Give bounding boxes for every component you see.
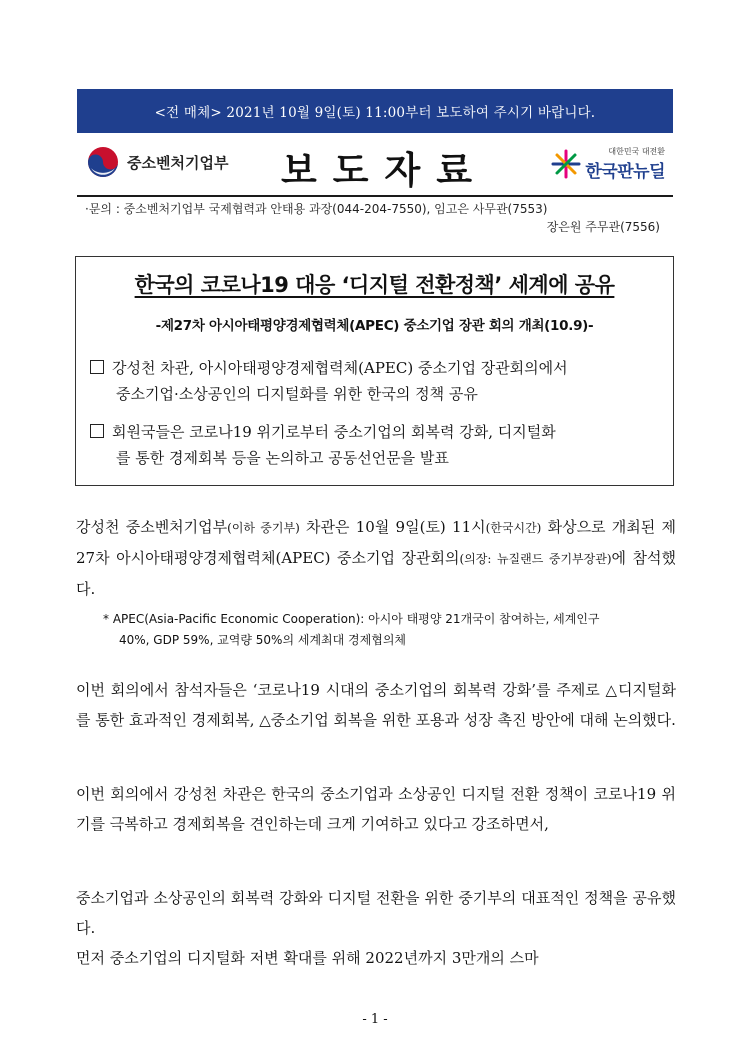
text-span: 차관은 10월 9일(토) 11시 — [299, 518, 486, 536]
text-span: 화상으로 개최된 제27차 아시아태평양경제협력체(APEC) 중소기업 장관회의 — [76, 518, 676, 567]
summary-bullet — [90, 355, 660, 407]
text-span: (이하 중기부) — [227, 521, 300, 535]
summary-box — [75, 256, 674, 486]
text-span: (의장: 뉴질랜드 중기부장관) — [459, 552, 612, 566]
body-paragraph: 이번 회의에서 강성천 차관은 한국의 중소기업과 소상공인 디지털 전환 정책이 코로나19 위기를 극복하고 경제회복을 견인하는데 크게 기여하고 있다고 강조하면서, — [76, 785, 676, 833]
bullet-line: 를 통한 경제회복 등을 논의하고 공동선언문을 발표 — [116, 449, 449, 467]
page-number: - 1 - — [362, 1012, 388, 1027]
checkbox-bullet-icon — [90, 424, 104, 438]
body-paragraph — [76, 883, 676, 973]
text-span: (한국시간) — [485, 521, 542, 535]
bullet-line: 강성천 차관, 아시아태평양경제협력체(APEC) 중소기업 장관회의에서 — [112, 359, 568, 377]
taegeuk-icon — [87, 146, 119, 178]
footnote-line: 40%, GDP 59%, 교역량 50%의 세계최대 경제협의체 — [119, 633, 407, 647]
ministry-logo — [87, 146, 228, 178]
newdeal-subtitle: 대한민국 대전환 — [608, 147, 665, 156]
newdeal-logo — [551, 146, 665, 182]
body-paragraph: 이번 회의에서 참석자들은 ‘코로나19 시대의 중소기업의 회복력 강화’를 주제로 △디지털화를 통한 효과적인 경제회복, △중소기업 회복을 위한 포용과 성장 촉진 방안에 대해 논의했다. — [76, 681, 676, 729]
newdeal-icon — [551, 149, 581, 179]
contact-info — [85, 200, 660, 236]
checkbox-bullet-icon — [90, 360, 104, 374]
headline: 한국의 코로나19 대응 ‘디지털 전환정책’ 세계에 공유 — [134, 273, 615, 297]
bullet-line: 회원국들은 코로나19 위기로부터 중소기업의 회복력 강화, 디지털화 — [112, 423, 556, 441]
summary-bullet — [90, 419, 660, 471]
text-span: 에 참석했다. — [76, 549, 677, 598]
ministry-name: 중소벤처기업부 — [127, 153, 229, 172]
document-type-title: 보도자료 — [281, 148, 488, 192]
footnote-line: * APEC(Asia-Pacific Economic Cooperation): 아시아 태평양 21개국이 참여하는, 세계인구 — [103, 612, 600, 626]
subheadline: -제27차 아시아태평양경제협력체(APEC) 중소기업 장관 회의 개최(10.9)- — [155, 318, 594, 334]
body-paragraph — [76, 512, 676, 604]
text-span: 강성천 중소벤처기업부 — [76, 518, 228, 536]
text-span: 먼저 중소기업의 디지털화 저변 확대를 위해 2022년까지 3만개의 스마 — [76, 949, 539, 967]
press-header — [77, 138, 673, 194]
embargo-banner: <전 매체> 2021년 10월 9일(토) 11:00부터 보도하여 주시기 바랍니다. — [77, 89, 673, 133]
text-span: 중소기업과 소상공인의 회복력 강화와 디지털 전환을 위한 중기부의 대표적인 정책을 공유했다. — [76, 889, 676, 937]
newdeal-title: 한국판뉴딜 — [585, 162, 665, 182]
bullet-line: 중소기업·소상공인의 디지털화를 위한 한국의 정책 공유 — [116, 385, 478, 403]
footnote — [103, 609, 673, 651]
contact-line: 장은원 주무관(7556) — [546, 220, 660, 234]
header-divider — [77, 195, 673, 197]
contact-line: ·문의 : 중소벤처기업부 국제협력과 안태용 과장(044-204-7550), 임고은 사무관(7553) — [85, 202, 548, 216]
